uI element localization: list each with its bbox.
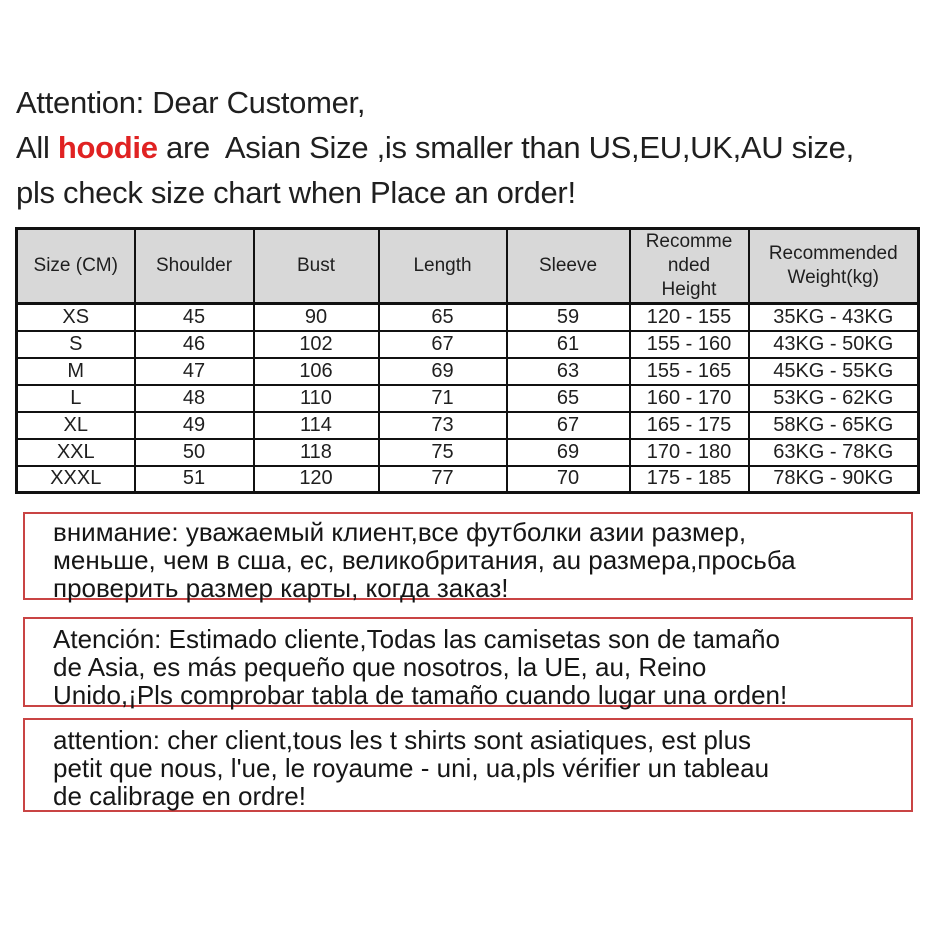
cell-weight: 58KG - 65KG [749, 412, 919, 439]
heading-line-2 [16, 125, 916, 170]
cell-weight: 63KG - 78KG [749, 439, 919, 466]
cell-sleeve: 65 [507, 385, 630, 412]
column-header-recommended-weight: Recommended Weight(kg) [749, 229, 919, 304]
heading-block [16, 80, 916, 215]
cell-length: 71 [379, 385, 507, 412]
cell-height: 170 - 180 [630, 439, 749, 466]
cell-bust: 110 [254, 385, 379, 412]
cell-length: 69 [379, 358, 507, 385]
cell-height: 165 - 175 [630, 412, 749, 439]
cell-shoulder: 50 [135, 439, 254, 466]
russian-line-1: внимание: уважаемый клиент,все футболки азии размер, [53, 517, 747, 547]
table-row-l [17, 385, 919, 412]
cell-height: 120 - 155 [630, 304, 749, 331]
notice-box-russian [23, 512, 913, 603]
column-header-recommended-height: Recommended Height [630, 229, 749, 304]
spanish-line-3: Unido,¡Pls comprobar tabla de tamaño cuando lugar una orden! [53, 680, 788, 710]
cell-bust: 102 [254, 331, 379, 358]
cell-weight: 78KG - 90KG [749, 466, 919, 493]
cell-length: 65 [379, 304, 507, 331]
cell-weight: 43KG - 50KG [749, 331, 919, 358]
cell-weight: 35KG - 43KG [749, 304, 919, 331]
cell-sleeve: 67 [507, 412, 630, 439]
size-table-header-row [17, 229, 919, 304]
heading-line-2-suffix: are Asian Size ,is smaller than US,EU,UK,AU size, [157, 130, 854, 165]
cell-height: 155 - 160 [630, 331, 749, 358]
hoodie-highlight: hoodie [57, 130, 158, 165]
table-row-m [17, 358, 919, 385]
cell-length: 73 [379, 412, 507, 439]
column-header-size: Size (CM) [17, 229, 135, 304]
cell-bust: 106 [254, 358, 379, 385]
cell-sleeve: 70 [507, 466, 630, 493]
cell-bust: 90 [254, 304, 379, 331]
french-line-1: attention: cher client,tous les t shirts sont asiatiques, est plus [53, 725, 752, 755]
table-row-xxxl [17, 466, 919, 493]
column-header-shoulder: Shoulder [135, 229, 254, 304]
cell-bust: 120 [254, 466, 379, 493]
cell-weight: 45KG - 55KG [749, 358, 919, 385]
cell-length: 75 [379, 439, 507, 466]
cell-height: 160 - 170 [630, 385, 749, 412]
table-row-xs [17, 304, 919, 331]
cell-weight: 53KG - 62KG [749, 385, 919, 412]
cell-shoulder: 45 [135, 304, 254, 331]
heading-line-2-prefix: All [16, 130, 58, 165]
heading-line-3: pls check size chart when Place an order! [16, 175, 576, 210]
cell-size: S [17, 331, 135, 358]
table-row-xxl [17, 439, 919, 466]
size-table-container [15, 227, 920, 494]
cell-shoulder: 49 [135, 412, 254, 439]
cell-sleeve: 61 [507, 331, 630, 358]
cell-shoulder: 48 [135, 385, 254, 412]
cell-length: 77 [379, 466, 507, 493]
cell-size: L [17, 385, 135, 412]
cell-shoulder: 46 [135, 331, 254, 358]
cell-sleeve: 63 [507, 358, 630, 385]
cell-size: XL [17, 412, 135, 439]
cell-sleeve: 59 [507, 304, 630, 331]
spanish-line-2: de Asia, es más pequeño que nosotros, la UE, au, Reino [53, 652, 707, 682]
cell-size: XXXL [17, 466, 135, 493]
size-table [15, 227, 920, 494]
cell-length: 67 [379, 331, 507, 358]
column-header-bust: Bust [254, 229, 379, 304]
notice-box-french [23, 718, 913, 812]
cell-bust: 118 [254, 439, 379, 466]
french-line-3: de calibrage en ordre! [53, 781, 306, 811]
cell-shoulder: 51 [135, 466, 254, 493]
column-header-sleeve: Sleeve [507, 229, 630, 304]
heading-line-1: Attention: Dear Customer, [16, 85, 366, 120]
cell-height: 155 - 165 [630, 358, 749, 385]
notice-box-spanish [23, 617, 913, 710]
cell-size: XS [17, 304, 135, 331]
cell-height: 175 - 185 [630, 466, 749, 493]
spanish-line-1: Atención: Estimado cliente,Todas las camisetas son de tamaño [53, 624, 780, 654]
russian-line-2: меньше, чем в сша, ес, великобритания, au размера,просьба [53, 545, 796, 575]
cell-size: XXL [17, 439, 135, 466]
table-row-s [17, 331, 919, 358]
cell-sleeve: 69 [507, 439, 630, 466]
cell-bust: 114 [254, 412, 379, 439]
column-header-length: Length [379, 229, 507, 304]
french-line-2: petit que nous, l'ue, le royaume - uni, ua,pls vérifier un tableau [53, 753, 770, 783]
russian-line-3: проверить размер карты, когда заказ! [53, 573, 509, 603]
cell-shoulder: 47 [135, 358, 254, 385]
cell-size: M [17, 358, 135, 385]
table-row-xl [17, 412, 919, 439]
